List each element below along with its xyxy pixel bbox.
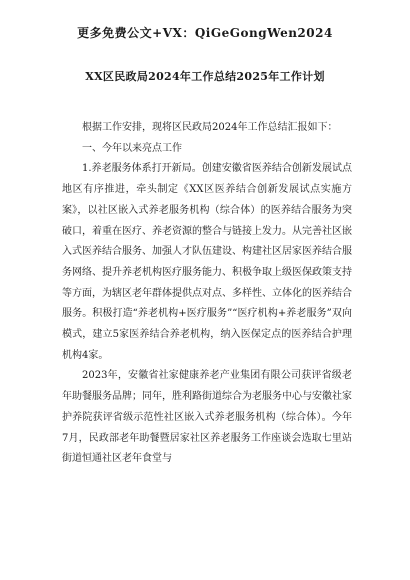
section-heading: 一、今年以来亮点工作: [82, 142, 182, 154]
body-paragraph: 2023年，安徽省社家健康养老产业集团有限公司获评省级老年助餐服务品牌；同年，胜利路街道综合为老服务中心与安徽社家护养院获评省级示范性社区嵌入式养老服务机构（综合体）。今年7月，民政部老年助餐暨居家社区养老服务工作座谈会选取七里站街道恒通社区老年食堂与: [62, 370, 352, 465]
intro-paragraph: 根据工作安排，现将区民政局2024年工作总结汇报如下：: [82, 122, 338, 133]
document-body: [62, 118, 352, 470]
body-paragraph: 1.养老服务体系打开新局。创建安徽省医养结合创新发展试点地区有序推进，牵头制定《XX区医养结合创新发展试点实施方案》，以社区嵌入式养老服务机构（综合体）的医养结合服务为突破口，着重在医疗、养老资源的整合与链接上发力。从完善社区嵌入式医养结合服务、加强人才队伍建设、构建社区居家医养结合服务网络、提升养老机构医疗服务能力、积极争取上级医保政策支持等方面，为辖区老年群体提供点对点、多样性、立体化的医养结合服务。积极打造“养老机构+医疗服务”“医疗机构+养老服务”双向模式，建立5家医养结合养老机构，纳入医保定点的医养结合护理机构4家。: [62, 163, 352, 361]
header-note: 更多免费公文+VX：QiGeGongWen2024: [77, 26, 333, 40]
document-title: XX区民政局2024年工作总结2025年工作计划: [85, 70, 325, 83]
